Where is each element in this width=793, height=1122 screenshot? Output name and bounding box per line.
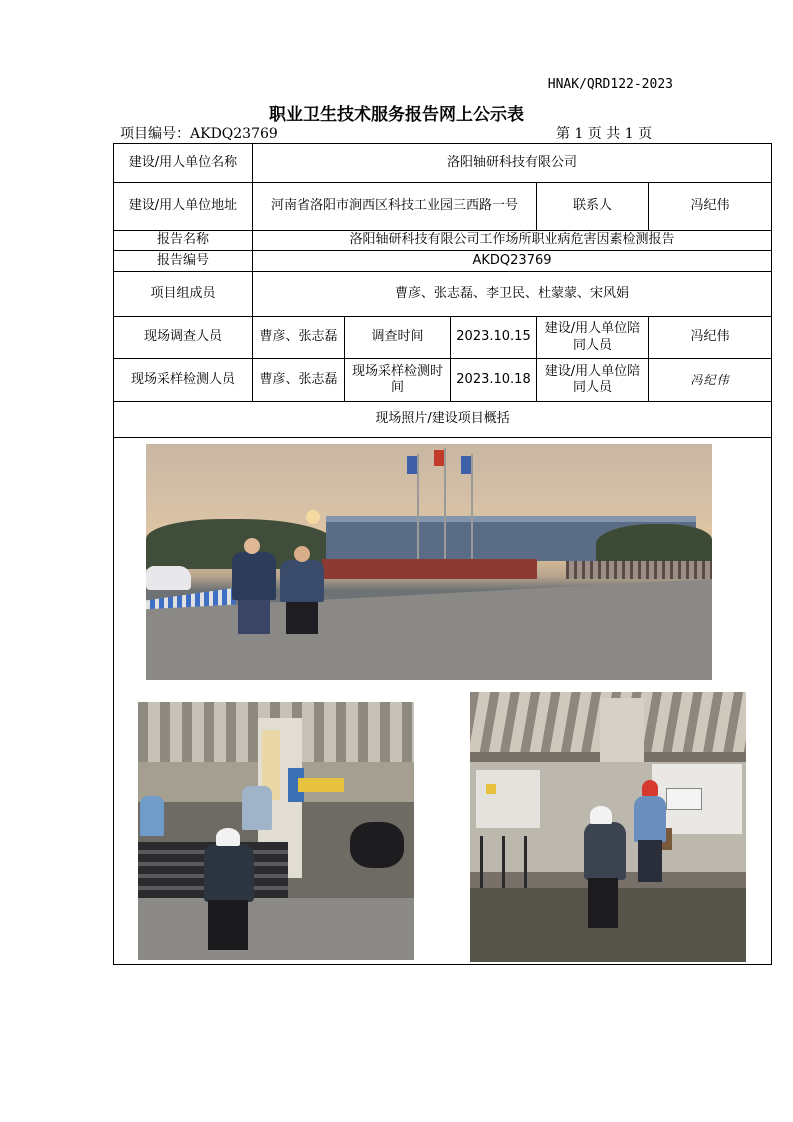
page-info-text: 第 1 页 共 1 页	[556, 126, 653, 142]
report-name: 洛阳轴研科技有限公司工作场所职业病危害因素检测报告	[253, 231, 772, 251]
worker-blue	[634, 796, 666, 842]
sampling-staff-label: 现场采样检测人员	[114, 359, 253, 402]
document-code: HNAK/QRD122-2023	[547, 77, 673, 92]
sampling-companion-signature: 冯纪伟	[649, 359, 772, 402]
flagpole-3	[471, 454, 473, 560]
survey-time: 2023.10.15	[451, 317, 537, 359]
survey-companion-label: 建设/用人单位陪同人员	[537, 317, 649, 359]
sampling-companion-label: 建设/用人单位陪同人员	[537, 359, 649, 402]
flag-1	[407, 456, 417, 474]
stacked-rings	[350, 822, 404, 868]
hazard-sign	[486, 784, 496, 794]
org-address: 河南省洛阳市涧西区科技工业园三西路一号	[253, 183, 537, 231]
person-1-head	[244, 538, 260, 554]
inspector-jacket	[584, 822, 626, 880]
org-name: 洛阳轴研科技有限公司	[253, 144, 772, 183]
worker-red-helmet	[642, 780, 658, 796]
workshop-machine-photo	[138, 702, 414, 960]
worker-blue-legs	[638, 840, 662, 882]
sun	[306, 510, 320, 524]
org-name-label: 建设/用人单位名称	[114, 144, 253, 183]
person-2-head	[294, 546, 310, 562]
building-roof	[326, 516, 696, 522]
person-1-legs	[238, 600, 270, 634]
members-label: 项目组成员	[114, 272, 253, 317]
sampling-time: 2023.10.18	[451, 359, 537, 402]
photos-area	[114, 438, 771, 964]
inspector-legs	[208, 900, 248, 950]
white-car	[146, 566, 191, 590]
company-sign-wall	[322, 559, 537, 579]
survey-staff-label: 现场调查人员	[114, 317, 253, 359]
machine-cabinet-left	[476, 770, 540, 828]
publicity-form	[113, 143, 772, 965]
worker-1	[140, 796, 164, 836]
org-address-label: 建设/用人单位地址	[114, 183, 253, 231]
inspector-legs	[588, 878, 618, 928]
flag-3	[461, 456, 471, 474]
contact: 冯纪伟	[649, 183, 772, 231]
project-number-label: 项目编号：	[120, 126, 190, 142]
members: 曹彦、张志磊、李卫民、杜蒙蒙、宋风娟	[253, 272, 772, 317]
contact-label: 联系人	[537, 183, 649, 231]
report-name-label: 报告名称	[114, 231, 253, 251]
inspector-helmet	[590, 806, 612, 824]
inspector-helmet	[216, 828, 240, 846]
photos-label: 现场照片/建设项目概括	[114, 402, 772, 438]
warning-sign	[298, 778, 344, 792]
factory-entrance-photo	[146, 444, 712, 680]
gate-fence	[566, 561, 712, 579]
workshop-inspection-photo	[470, 692, 746, 962]
project-number-value: AKDQ23769	[190, 126, 278, 142]
flagpole-2	[444, 448, 446, 560]
trees-right	[596, 524, 712, 564]
report-number-label: 报告编号	[114, 251, 253, 272]
survey-time-label: 调查时间	[345, 317, 451, 359]
worker-2	[242, 786, 272, 830]
survey-staff: 曹彦、张志磊	[253, 317, 345, 359]
sampling-staff: 曹彦、张志磊	[253, 359, 345, 402]
report-number: AKDQ23769	[253, 251, 772, 272]
work-stand	[480, 836, 530, 896]
sampling-time-label: 现场采样检测时间	[345, 359, 451, 402]
project-number	[120, 123, 278, 143]
survey-companion: 冯纪伟	[649, 317, 772, 359]
person-1-jacket	[232, 552, 276, 600]
flagpole-1	[417, 454, 419, 560]
notice-paper	[666, 788, 702, 810]
person-2-legs	[286, 602, 318, 634]
person-2-jacket	[280, 560, 324, 602]
workshop-floor	[138, 898, 414, 960]
flag-2	[434, 450, 444, 466]
page-info	[556, 123, 652, 143]
inspector-jacket	[204, 844, 254, 902]
document-title: 职业卫生技术服务报告网上公示表	[269, 105, 524, 125]
photos-cell	[114, 438, 772, 965]
